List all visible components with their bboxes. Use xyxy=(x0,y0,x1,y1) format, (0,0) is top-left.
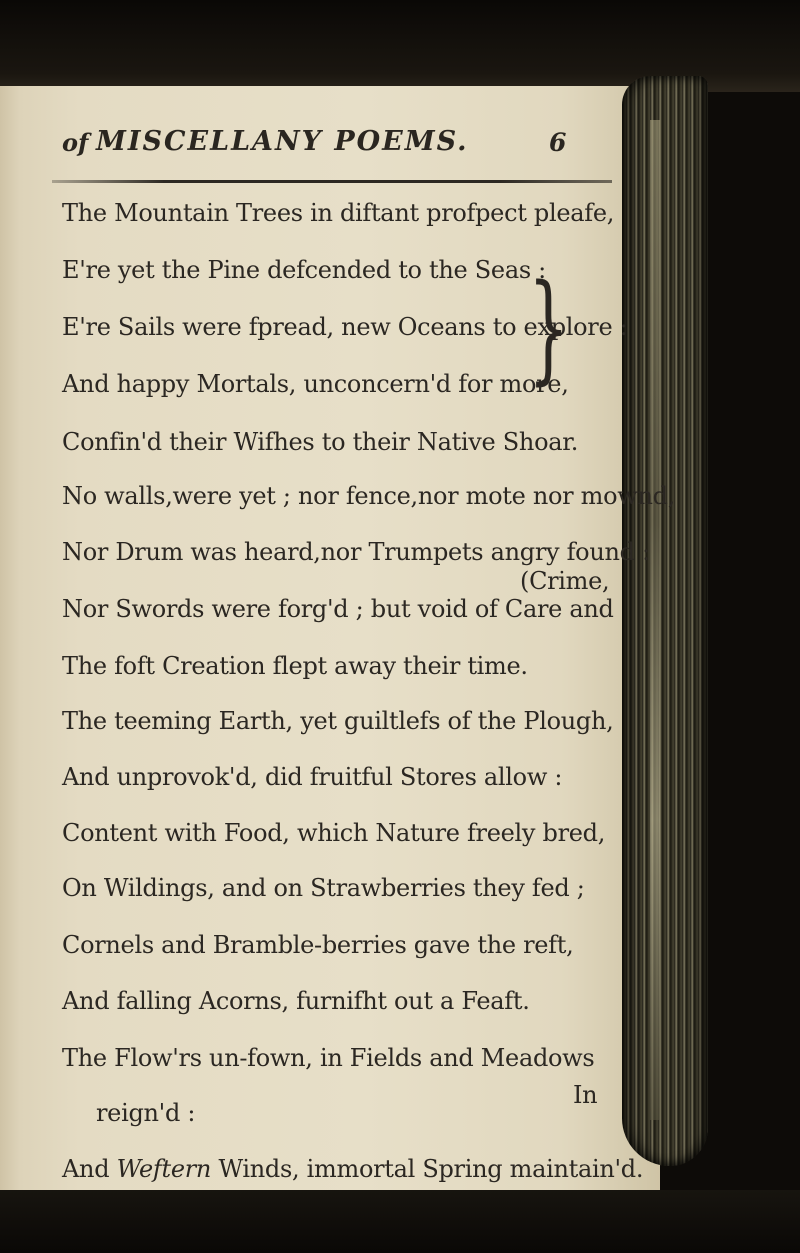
verse-line-10: The teeming Earth, yet guiltlefs of the Plough, xyxy=(62,707,614,735)
fore-edge-highlight xyxy=(650,120,660,1120)
running-head-prefix: of xyxy=(62,128,89,157)
verse-line-14: Cornels and Bramble-berries gave the reft, xyxy=(62,931,574,959)
turnover-word: (Crime, xyxy=(520,567,610,595)
book-fore-edge xyxy=(622,76,708,1166)
verse-line-4: And happy Mortals, unconcern'd for more, xyxy=(62,370,569,398)
last-line-end: Winds, immortal Spring maintain'd. xyxy=(218,1155,644,1183)
verse-line-17: reign'd : xyxy=(96,1099,196,1127)
verse-line-16: The Flow'rs un-fown, in Fields and Meadows xyxy=(62,1044,595,1072)
running-head-title: MISCELLANY POEMS. xyxy=(96,126,469,157)
last-line-start: And xyxy=(62,1155,110,1183)
last-line-italic-word: Weftern xyxy=(116,1155,212,1183)
verse-line-2: E're yet the Pine defcended to the Seas : xyxy=(62,256,546,284)
verse-line-6: No walls,were yet ; nor fence,nor mote nor mownd, xyxy=(62,482,676,510)
verse-line-1: The Mountain Trees in diftant profpect pleafe, xyxy=(62,199,615,227)
verse-line-15: And falling Acorns, furnifht out a Feaft. xyxy=(62,987,530,1015)
verse-line-12: Content with Food, which Nature freely bred, xyxy=(62,819,606,847)
head-rule xyxy=(52,180,612,183)
bottom-shadow xyxy=(0,1190,800,1253)
verse-line-13: On Wildings, and on Strawberries they fed ; xyxy=(62,874,585,902)
verse-line-3: E're Sails were fpread, new Oceans to explore : xyxy=(62,313,628,341)
running-head xyxy=(0,126,600,166)
verse-line-5: Confin'd their Wifhes to their Native Shoar. xyxy=(62,428,579,456)
verse-line-11: And unprovok'd, did fruitful Stores allow : xyxy=(62,763,563,791)
verse-line-8: Nor Swords were forg'd ; but void of Care and xyxy=(62,595,614,623)
catchword: In xyxy=(573,1081,598,1109)
verse-line-7: Nor Drum was heard,nor Trumpets angry found : xyxy=(62,538,650,566)
triplet-brace: } xyxy=(528,258,570,396)
page-number: 6 xyxy=(549,128,567,157)
verse-line-18 xyxy=(62,1154,643,1184)
page-paper xyxy=(0,86,660,1196)
verse-line-9: The foft Creation flept away their time. xyxy=(62,652,528,680)
